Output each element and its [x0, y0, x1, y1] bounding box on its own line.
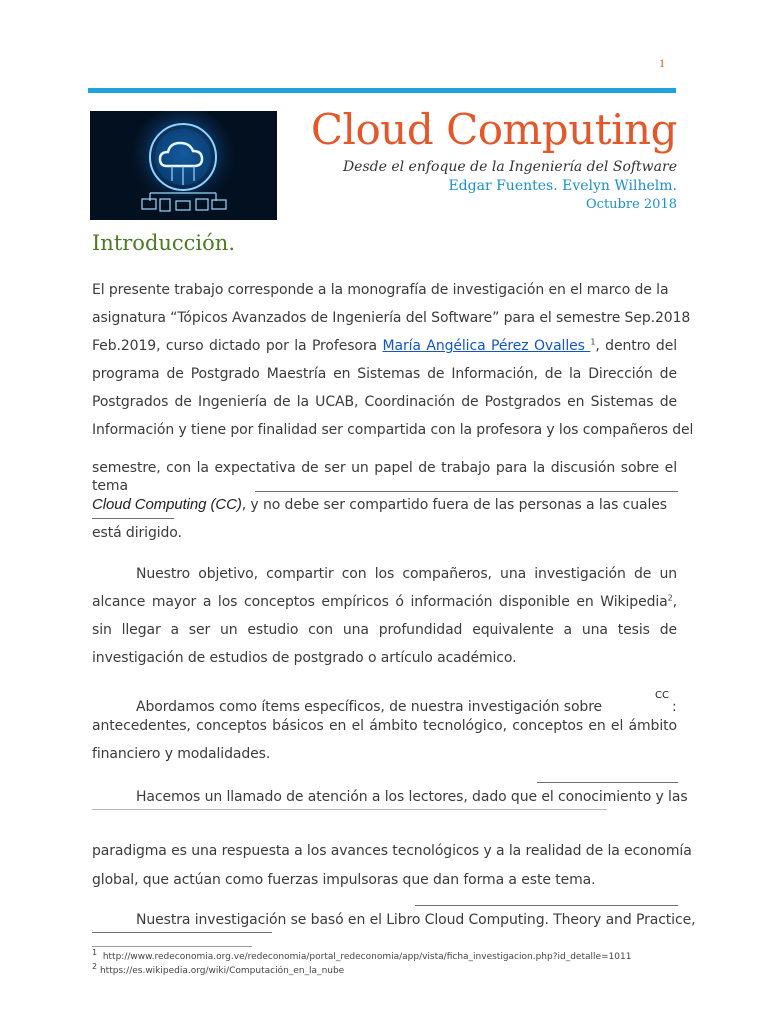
paragraph-line: Nuestro objetivo, compartir con los compañeros, una investigación de un — [136, 566, 677, 582]
paragraph-line: paradigma es una respuesta a los avances tecnológicos y a la realidad de la economía — [92, 843, 692, 859]
footnote-2 — [92, 962, 345, 976]
paragraph-line: Información y tiene por finalidad ser compartida con la profesora y los compañeros del — [92, 422, 694, 438]
header-rule — [88, 88, 676, 93]
page-number: 1 — [659, 56, 665, 70]
document-subtitle: Desde el enfoque de la Ingeniería del Software — [342, 159, 677, 175]
footnote-1 — [92, 948, 632, 962]
footnote-separator — [92, 946, 252, 947]
hero-image — [90, 111, 277, 220]
footnote-number: 1 — [92, 948, 98, 957]
paragraph-line: Abordamos como ítems específicos, de nuestra investigación sobre — [136, 699, 603, 715]
footnote-ref[interactable]: 2 — [667, 593, 673, 603]
line-text: Feb.2019, curso dictado por la Profesora — [92, 338, 383, 354]
paragraph-line: está dirigido. — [92, 525, 182, 541]
paragraph-line — [92, 593, 677, 611]
line-text: , dentro del — [595, 338, 677, 354]
line-text: , y no debe ser compartido fuera de las personas a las cuales — [241, 497, 667, 513]
document-authors: Edgar Fuentes. Evelyn Wilhelm. — [448, 178, 677, 194]
paragraph-line: programa de Postgrado Maestría en Sistemas de Información, de la Dirección de — [92, 366, 677, 382]
form-rule — [92, 809, 607, 810]
cc-label: CC — [655, 690, 669, 701]
paragraph-line: Hacemos un llamado de atención a los lectores, dado que el conocimiento y las — [136, 789, 688, 805]
section-heading: Introducción. — [92, 231, 235, 255]
form-rule — [415, 905, 678, 906]
cloud-network-icon — [90, 111, 277, 220]
professor-link[interactable]: María Angélica Pérez Ovalles — [382, 338, 591, 354]
document-date: Octubre 2018 — [586, 197, 677, 212]
paragraph-line: Postgrados de Ingeniería de la UCAB, Coordinación de Postgrados en Sistemas de — [92, 394, 677, 410]
cc-term: Cloud Computing (CC) — [92, 496, 242, 513]
line-text: , — [672, 594, 677, 610]
paragraph-line: financiero y modalidades. — [92, 746, 271, 762]
document-title: Cloud Computing — [310, 105, 677, 154]
footnote-number: 2 — [92, 962, 98, 971]
line-text: alcance mayor a los conceptos empíricos ó información disponible en Wikipedia — [92, 594, 668, 610]
paragraph-line: semestre, con la expectativa de ser un papel de trabajo para la discusión sobre el — [92, 460, 677, 476]
paragraph-line — [92, 496, 677, 514]
paragraph-line: El presente trabajo corresponde a la monografía de investigación en el marco de la — [92, 282, 669, 298]
form-rule — [92, 932, 272, 933]
paragraph-line — [92, 337, 677, 355]
paragraph-line: : — [672, 699, 677, 715]
paragraph-line: asignatura “Tópicos Avanzados de Ingeniería del Software” para el semestre Sep.2018 — [92, 310, 691, 326]
form-rule — [255, 491, 678, 492]
form-rule — [92, 518, 174, 519]
paragraph-line: Nuestra investigación se basó en el Libro Cloud Computing. Theory and Practice, — [136, 912, 696, 928]
footnote-ref[interactable]: 1 — [590, 337, 596, 347]
paragraph-line: sin llegar a ser un estudio con una profundidad equivalente a una tesis de — [92, 622, 677, 638]
paragraph-line: tema — [92, 478, 128, 494]
paragraph-line: antecedentes, conceptos básicos en el ámbito tecnológico, conceptos en el ámbito — [92, 718, 677, 734]
paragraph-line: investigación de estudios de postgrado o artículo académico. — [92, 650, 517, 666]
form-rule — [537, 782, 678, 783]
footnote-url[interactable]: http://www.redeconomia.org.ve/redeconomia/portal_redeconomia/app/vista/ficha_investigacion.php?id_detalle=1011 — [102, 952, 632, 962]
footnote-url[interactable]: https://es.wikipedia.org/wiki/Computación_en_la_nube — [99, 966, 345, 976]
paragraph-line: global, que actúan como fuerzas impulsoras que dan forma a este tema. — [92, 872, 596, 888]
